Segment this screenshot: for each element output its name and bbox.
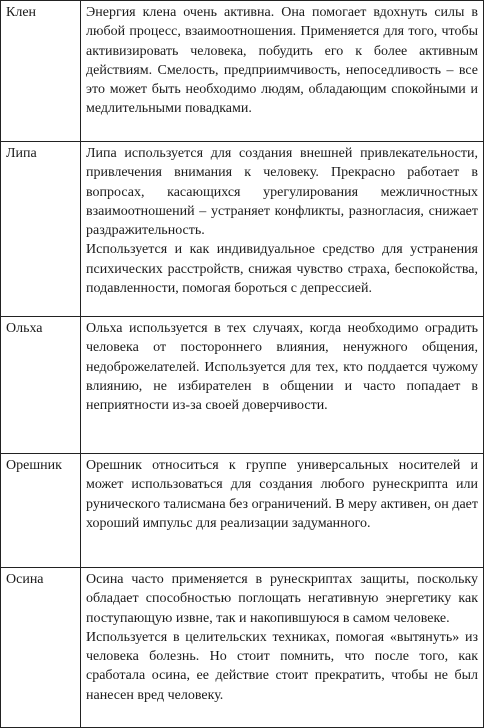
table-row <box>1 317 484 454</box>
description-paragraph: Используется в целительских техниках, помогая «вытянуть» из человека болезнь. Но стоит помнить, что после того, как сработала осина, ее действие стоит прекратить, чтобы не был нанесен вред человеку. <box>86 629 478 703</box>
tree-description-cell <box>81 454 484 568</box>
description-paragraph: Орешник относиться к группе универсальных носителей и может использоваться для создания любого рунескрипта или рунического талисмана без ограничений. В меру активен, он дает хороший импульс для реализации задуманного. <box>86 458 478 531</box>
description-paragraph: Липа используется для создания внешней привлекательности, привлечения внимания к человеку. Прекрасно работает в вопросах, касающихся урегулирования межличностных взаимоотношений – устраняет конфликты, разногласия, снижает раздражительность. <box>86 146 478 239</box>
description-paragraph: Осина часто применяется в рунескриптах защиты, поскольку обладает способностью поглощать негативную энергетику как поступающую извне, так и накопившуюся в самом человеке. <box>86 572 478 626</box>
description-paragraph: Ольха используется в тех случаях, когда необходимо оградить человека от постороннего влияния, ненужного общения, недоброжелателей. Используется для тех, кто поддается чужому влиянию, не избирателен в общении и часто попадает в неприятности из-за своей доверчивости. <box>86 321 478 414</box>
table-row <box>1 454 484 568</box>
tree-name-cell: Орешник <box>1 454 81 568</box>
tree-name-cell: Клен <box>1 1 81 142</box>
table-row <box>1 568 484 728</box>
tree-name-cell: Ольха <box>1 317 81 454</box>
description-paragraph: Энергия клена очень активна. Она помогает вдохнуть силы в любой процесс, взаимоотношения. Применяется для того, чтобы активизировать человека, побудить его к более активным действиям. Смелость, предприимчивость, непоседливость – все это может быть необходимо людям, обладающим спокойными и медлительными повадками. <box>86 5 478 117</box>
tree-description-cell <box>81 1 484 142</box>
tree-description-cell <box>81 568 484 728</box>
table-row <box>1 1 484 142</box>
tree-description-cell <box>81 142 484 317</box>
description-paragraph: Используется и как индивидуальное средство для устранения психических расстройств, снижая чувство страха, беспокойства, подавленности, помогая бороться с депрессией. <box>86 242 478 297</box>
tree-description-cell <box>81 317 484 454</box>
tree-name-cell: Липа <box>1 142 81 317</box>
table-row <box>1 142 484 317</box>
tree-name-cell: Осина <box>1 568 81 728</box>
